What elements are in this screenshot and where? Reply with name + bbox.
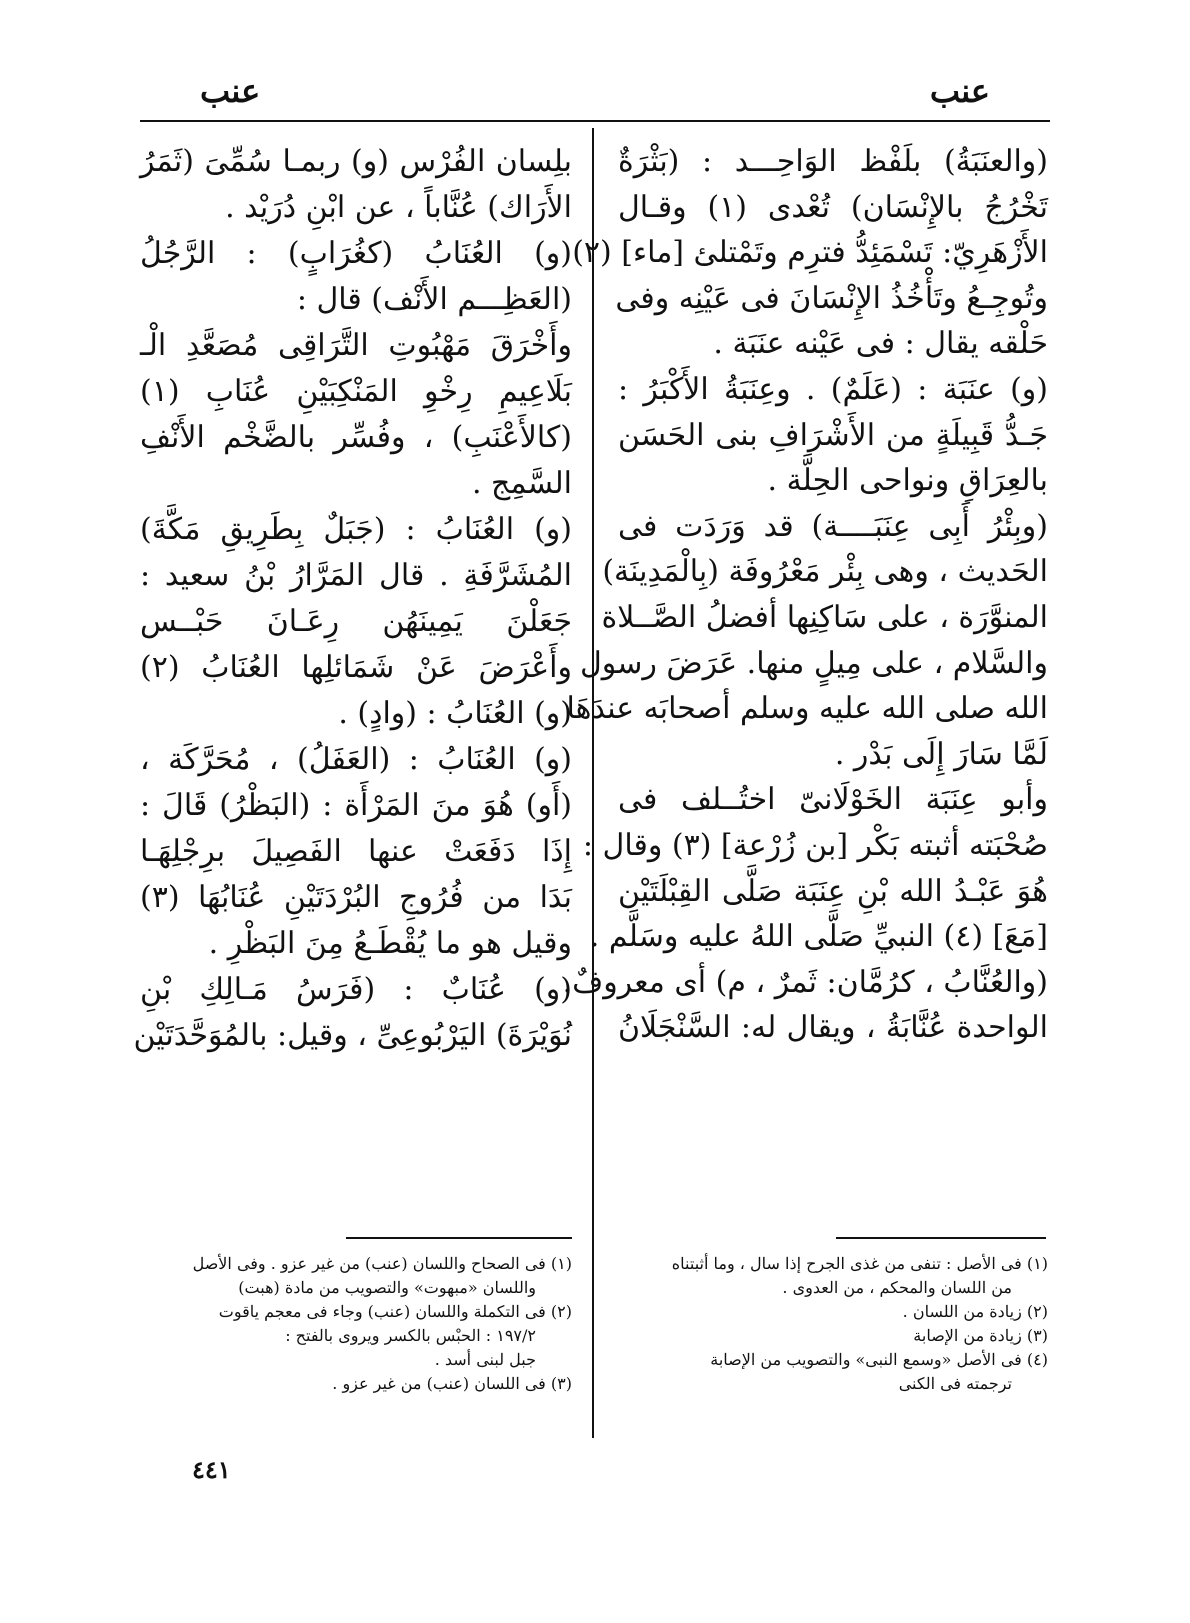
footnote-continuation: ١٩٧/٢ : الحبْس بالكسر ويروى بالفتح : [285, 1326, 536, 1345]
text-line: السَّمِج . [471, 466, 572, 501]
text-line: (وبِئْرُ أَبِى عِنَبَــــة) قد وَرَدَت فى [618, 508, 1048, 544]
footnote: (٣) زيادة من الإصابة [913, 1326, 1048, 1345]
text-line: لَمَّا سَارَ إِلَى بَدْر . [834, 736, 1048, 772]
running-head-right: عنب [929, 72, 990, 110]
footnote-rule-left [346, 1237, 572, 1239]
footnote: (٣) فى اللسان (عنب) من غير عزو . [332, 1374, 572, 1393]
verse-line: وأَخْرَقَ مَهْبُوتِ التَّرَاقِى مُصَعَّدِ الْـ [140, 328, 572, 363]
footnote-rule-right [836, 1237, 1046, 1239]
footnote: (٢) زيادة من اللسان . [902, 1302, 1048, 1321]
text-line: الواحدة عُنَّابَةُ ، ويقال له: السَّنْجَلَانُ [618, 1010, 1048, 1046]
text-line: الأَزْهَرِيّ: تَسْمَئِدُّ فترِم وتَمْتلئ [ماء] (٢) [572, 235, 1048, 271]
text-line: هُوَ عَبْـدُ الله بْنِ عِنَبَة صَلَّى القِبْلَتَيْن [618, 873, 1048, 909]
verse-line: جَعَلْنَ يَمِينَهُن رِعَـانَ حَبْــس [140, 604, 572, 639]
text-line: (و) العُنَابُ (كغُرَابٍ) : الرَّجُلُ [140, 236, 572, 271]
text-line: المنوَّرَة ، على سَاكِنِها أفضلُ الصَّــلاة [601, 599, 1048, 635]
text-line: تَخْرُجُ بالإِنْسَان) تُعْدى (١) وقـال [618, 189, 1048, 225]
text-line: (أَو) هُوَ منَ المَرْأَة : (البَظْرُ) قَالَ : [140, 788, 572, 823]
text-line: والسَّلام ، على مِيلٍ منها. عَرَضَ رسول [579, 645, 1048, 681]
footnote: (١) فى الأصل : تنفى من غذى الجرح إذا سال ، وما أثبتناه [671, 1254, 1048, 1273]
text-line: جَـدُّ قَبِيلَةٍ من الأَشْرَافِ بنى الحَسَن [618, 417, 1048, 453]
footnote-continuation: جبل لبنى أسد . [434, 1350, 536, 1369]
left-column [133, 140, 572, 1060]
text-line: الأَرَاك) عُنَّاباً ، عن ابْنِ دُرَيْد . [225, 190, 572, 225]
verse-line: إِذَا دَفَعَتْ عنها الفَصِيلَ برِجْلِهَـا [140, 834, 572, 869]
header-rule [140, 120, 1050, 122]
text-line: الله صلى الله عليه وسلم أصحابَه عندَهَا [566, 691, 1048, 727]
footnote-continuation: واللسان «مبهوت» والتصويب من مادة (هبت) [238, 1278, 536, 1297]
right-column [562, 140, 1048, 1052]
text-line: (والعنَبَةُ) بلَفْظ الوَاحِـــد : (بَثْرَةٌ [618, 144, 1048, 179]
verse-line: بَلَاعِيمِ رِخْوِ المَنْكِبَيْنِ عُنَابِ (١) [140, 374, 572, 409]
footnote: (١) فى الصحاح واللسان (عنب) من غير عزو . وفى الأصل [192, 1254, 572, 1273]
running-head-left: عنب [200, 72, 261, 110]
text-line: بالعِرَاقِ ونواحى الحِلَّة . [767, 463, 1048, 499]
text-line: (و) عُنَابٌ : (فَرَسُ مَـالِكِ بْنِ [140, 972, 572, 1007]
page-number: ٤٤١ [192, 1455, 231, 1484]
text-line: نُوَيْرَةَ) اليَرْبُوعِىِّ ، وقيل: بالمُوَحَّدَتَيْن [133, 1018, 572, 1053]
footnote: (٤) فى الأصل «وسمع النبى» والتصويب من الإصابة [710, 1350, 1048, 1369]
verse-line: بَدَا من فُرُوجِ البُرْدَتَيْنِ عُنَابُهَا (٣) [140, 880, 572, 915]
footnote-continuation: من اللسان والمحكم ، من العدوى . [782, 1278, 1012, 1297]
text-line: (العَظِـــم الأَنْف) قال : [296, 282, 572, 317]
footnote: (٢) فى التكملة واللسان (عنب) وجاء فى معجم ياقوت [218, 1302, 572, 1321]
text-line: [مَعَ] (٤) النبيِّ صَلَّى اللهُ عليه وسَلَّم . [589, 919, 1048, 955]
verse-line: وأَعْرَضَ عَنْ شَمَائلِها العُنَابُ (٢) [140, 650, 572, 685]
column-divider [592, 128, 594, 1438]
text-line: وأبو عِنَبَة الخَوْلَانىّ اختُــلف فى [618, 782, 1048, 818]
text-line: وتُوجِـعُ وتَأْخُذُ الإِنْسَانَ فى عَيْنِه وفى [615, 280, 1048, 316]
footnotes-right [618, 1252, 1048, 1396]
text-line: صُحْبَته أثبته بَكْر [بن زُرْعة] (٣) وقال : [582, 827, 1048, 863]
text-line: (و) عنَبَة : (عَلَمٌ) . وعِنَبَةُ الأَكْبَرُ : [618, 371, 1048, 407]
text-line: المُشَرَّفَةِ . قال المَرَّارُ بْنُ سعيد : [140, 558, 572, 593]
text-line: بلِسان الفُرْس (و) ربمـا سُمِّىَ (ثَمَرُ [140, 144, 572, 179]
text-line: (و) العُنَابُ : (العَفَلُ) ، مُحَرَّكَة ، [140, 742, 572, 777]
text-line: الحَديث ، وهى بِئْر مَعْرُوفَة (بِالْمَدِينَة) [602, 554, 1048, 590]
text-line: وقيل هو ما يُقْطَـعُ مِنَ البَظْرِ . [208, 926, 572, 961]
text-line: (و) العُنَابُ : (وادٍ) . [338, 696, 572, 731]
text-line: (والعُنَّابُ ، كرُمَّان: ثَمرٌ ، م) أى معروفٌ. [562, 964, 1048, 1000]
footnote-continuation: ترجمته فى الكنى [898, 1374, 1012, 1393]
footnotes-left [140, 1252, 572, 1396]
text-line: (كالأَعْنَبِ) ، وفُسِّر بالضَّخْم الأَنْفِ [140, 420, 572, 455]
text-line: حَلْقه يقال : فى عَيْنه عنَبَة . [713, 326, 1048, 362]
text-line: (و) العُنَابُ : (جَبَلٌ بِطَرِيقِ مَكَّةَ) [140, 512, 572, 547]
